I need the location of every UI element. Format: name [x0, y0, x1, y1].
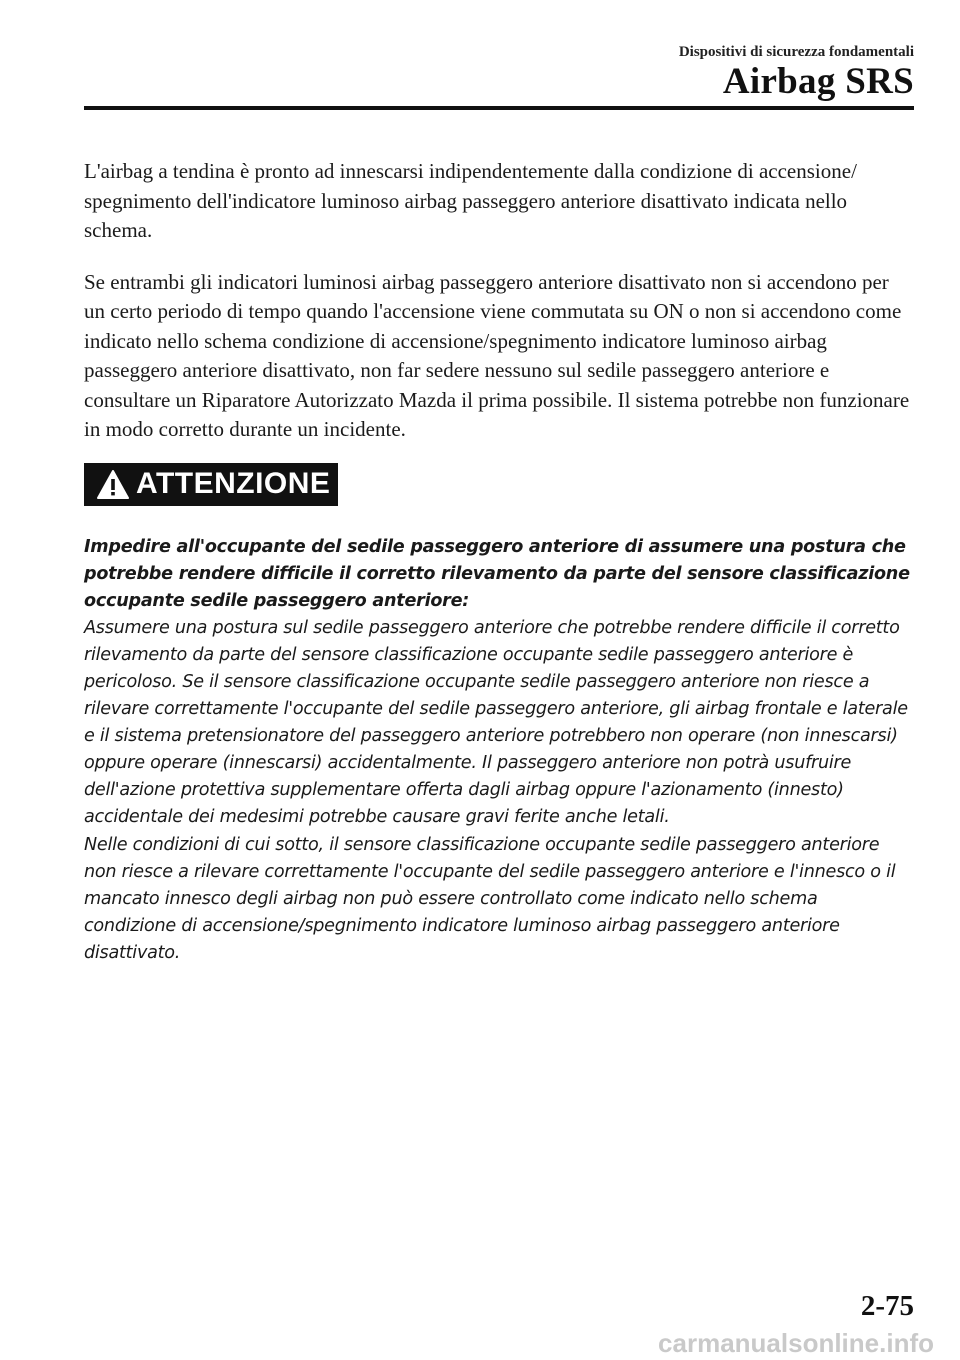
warning-body — [84, 534, 914, 968]
section-title: Dispositivi di sicurezza fondamentali — [678, 44, 914, 60]
page-title: Airbag SRS — [722, 61, 914, 102]
warning-triangle-icon — [96, 469, 130, 500]
page-number: 2-75 — [860, 1290, 914, 1322]
body-paragraph: L'airbag a tendina è pronto ad innescarsi indipendentemente dalla condizione di accensione/ spegnimento dell'indicatore luminoso airbag passeggero anteriore disattivato indicata nello schema. — [84, 159, 857, 242]
main-content — [84, 157, 914, 967]
body-paragraph: Se entrambi gli indicatori luminosi airbag passeggero anteriore disattivato non si accendono per un certo periodo di tempo quando l'accensione viene commutata su ON o non si accendono come indicato nello schema condizione di accensione/spegnimento indicatore luminoso airbag passeggero anteriore disattivato, non far sedere nessuno sul sedile passeggero anteriore e consultare un Riparatore Autorizzato Mazda il prima possibile. Il sistema potrebbe non funzionare in modo corretto durante un incidente. — [84, 269, 910, 441]
warning-label: ATTENZIONE — [136, 467, 331, 500]
watermark: carmanualsonline.info — [658, 1328, 934, 1358]
warning-text: Nelle condizioni di cui sotto, il sensore classificazione occupante sedile passeggero anteriore non riesce a rilevare correttamente l'occupante del sedile passeggero anteriore e l'innesco o il mancato innesco degli airbag non può essere controllato come indicato nello schema condizione di accensione/spegnimento indicatore luminoso airbag passeggero anteriore disattivato. — [84, 834, 896, 963]
warning-text: Assumere una postura sul sedile passeggero anteriore che potrebbe rendere difficile il corretto rilevamento da parte del sensore classificazione occupante sedile passeggero anteriore è pericoloso. Se il sensore classificazione occupante sedile passeggero anteriore non riesce a rilevare correttamente l'occupante del sedile passeggero anteriore, gli airbag frontale e laterale e il sistema pretensionatore del passeggero anteriore potrebbero non operare (non innescarsi) oppure operare (innescarsi) accidentalmente. Il passeggero anteriore non potrà usufruire dell'azione protettiva supplementare offerta dagli airbag oppure l'azionamento (innesto) accidentale dei medesimi potrebbe causare gravi ferite anche letali. — [84, 617, 908, 828]
warning-badge — [84, 463, 338, 506]
warning-heading: Impedire all'occupante del sedile passeggero anteriore di assumere una postura che potrebbe rendere difficile il corretto rilevamento da parte del sensore classificazione occupante sedile passeggero anteriore: — [84, 536, 910, 611]
header-divider — [84, 106, 914, 110]
